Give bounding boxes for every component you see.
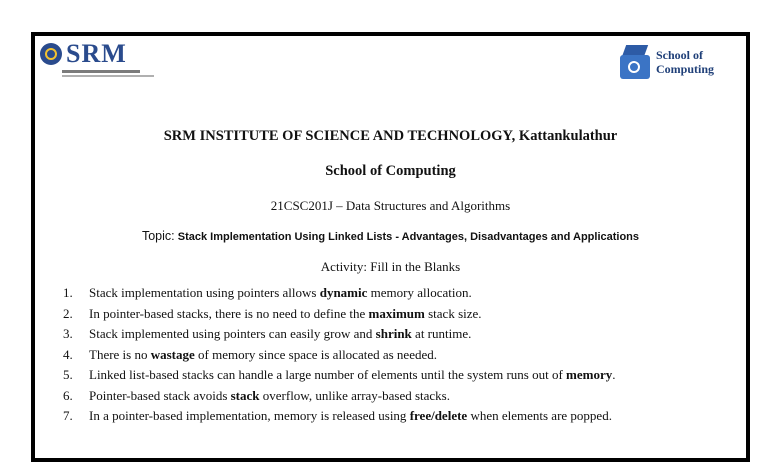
list-item: 1. Stack implementation using pointers allows dynamic memory allocation. [63, 285, 472, 300]
list-item: 6. Pointer-based stack avoids stack overflow, unlike array-based stacks. [63, 387, 450, 403]
topic-value: Stack Implementation Using Linked Lists - Advantages, Disadvantages and Applications [177, 231, 640, 243]
course-title: 21CSC201J – Data Structures and Algorithms [270, 198, 511, 213]
fill-in-blanks-list [63, 284, 729, 428]
srm-seal-icon [40, 43, 62, 65]
list-item: 3. Stack implemented using pointers can easily grow and shrink at runtime. [63, 326, 472, 341]
school-of-computing-logo [620, 45, 714, 79]
institute-title: SRM INSTITUTE OF SCIENCE AND TECHNOLOGY, Kattankulathur [163, 128, 618, 144]
school-title: School of Computing [325, 163, 456, 179]
list-item: 4. There is no wastage of memory since space is allocated as needed. [63, 346, 437, 362]
srm-logo-text: SRM [66, 39, 127, 68]
school-logo-line2: Computing [655, 62, 714, 76]
cube-logo-icon [620, 45, 650, 79]
topic-label: Topic: [141, 229, 175, 243]
activity-title: Activity: Fill in the Blanks [320, 259, 461, 274]
list-item: 7. In a pointer-based implementation, memory is released using free/delete when elements are popped. [63, 408, 612, 423]
school-logo-line1: School of [655, 48, 703, 62]
srm-logo [40, 41, 162, 77]
topic-line [31, 229, 750, 244]
srm-tagline-graphic [62, 70, 162, 77]
list-item: 5. Linked list-based stacks can handle a large number of elements until the system runs out of memory. [63, 367, 616, 382]
list-item: 2. In pointer-based stacks, there is no need to define the maximum stack size. [63, 305, 482, 321]
